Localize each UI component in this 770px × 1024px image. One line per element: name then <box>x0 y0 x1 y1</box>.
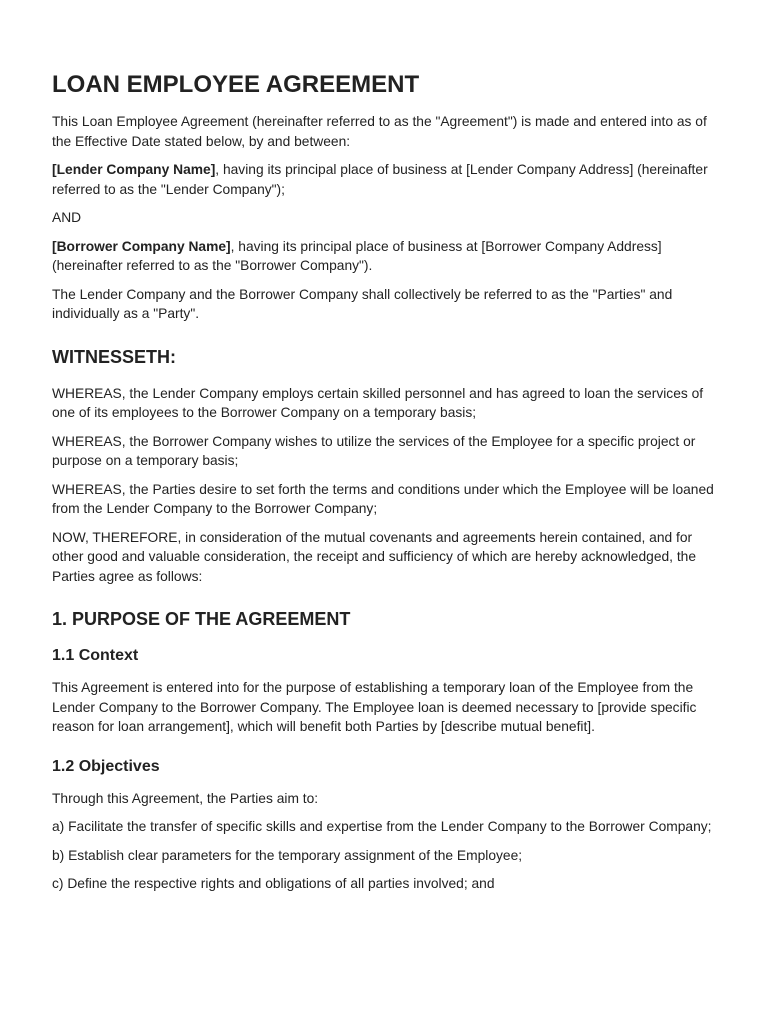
intro-paragraph: This Loan Employee Agreement (hereinafter referred to as the "Agreement") is made and entered into as of the Effective Date stated below, by and between: <box>52 114 707 149</box>
document-title: LOAN EMPLOYEE AGREEMENT <box>52 71 420 98</box>
borrower-text: , having its principal place of business at [Borrower Company Address] (hereinafter referred to as the "Borrower Company"). <box>52 238 662 273</box>
objective-b: b) Establish clear parameters for the temporary assignment of the Employee; <box>52 847 523 863</box>
objective-a: a) Facilitate the transfer of specific skills and expertise from the Lender Company to the Borrower Company; <box>52 819 712 834</box>
and-text: AND <box>52 210 82 225</box>
section-1-2-heading: 1.2 Objectives <box>52 757 160 775</box>
lender-text: , having its principal place of business at [Lender Company Address] (hereinafter referred to as the "Lender Company"); <box>52 162 708 197</box>
now-therefore: NOW, THEREFORE, in consideration of the mutual covenants and agreements herein contained, and for other good and valuable consideration, the receipt and sufficiency of which are hereby acknowledged, the Parties agree as follows: <box>52 529 697 584</box>
whereas-2: WHEREAS, the Borrower Company wishes to utilize the services of the Employee for a specific project or purpose on a temporary basis; <box>52 433 696 468</box>
parties-paragraph: The Lender Company and the Borrower Company shall collectively be referred to as the "Parties" and individually as a "Party". <box>52 286 673 321</box>
section-1-1-heading: 1.1 Context <box>52 647 139 664</box>
objective-c: c) Define the respective rights and obligations of all parties involved; and <box>52 876 495 891</box>
witnesseth-heading: WITNESSETH: <box>52 346 176 367</box>
whereas-3: WHEREAS, the Parties desire to set forth the terms and conditions under which the Employee will be loaned from the Lender Company to the Borrower Company; <box>52 481 714 516</box>
whereas-1: WHEREAS, the Lender Company employs certain skilled personnel and has agreed to loan the services of one of its employees to the Borrower Company on a temporary basis; <box>52 385 704 420</box>
borrower-name: [Borrower Company Name] <box>52 238 231 254</box>
section-1-1-text: This Agreement is entered into for the purpose of establishing a temporary loan of the Employee from the Lender Company to the Borrower Company. The Employee loan is deemed necessary to [provide specific reason for loan arrangement], which will benefit both Parties by [describe mutual benefit]. <box>52 680 697 734</box>
borrower-paragraph <box>52 237 718 276</box>
lender-paragraph <box>52 160 718 199</box>
section-1-heading: 1. PURPOSE OF THE AGREEMENT <box>52 609 351 629</box>
objectives-lead: Through this Agreement, the Parties aim to: <box>52 790 319 806</box>
lender-name: [Lender Company Name] <box>52 162 216 177</box>
